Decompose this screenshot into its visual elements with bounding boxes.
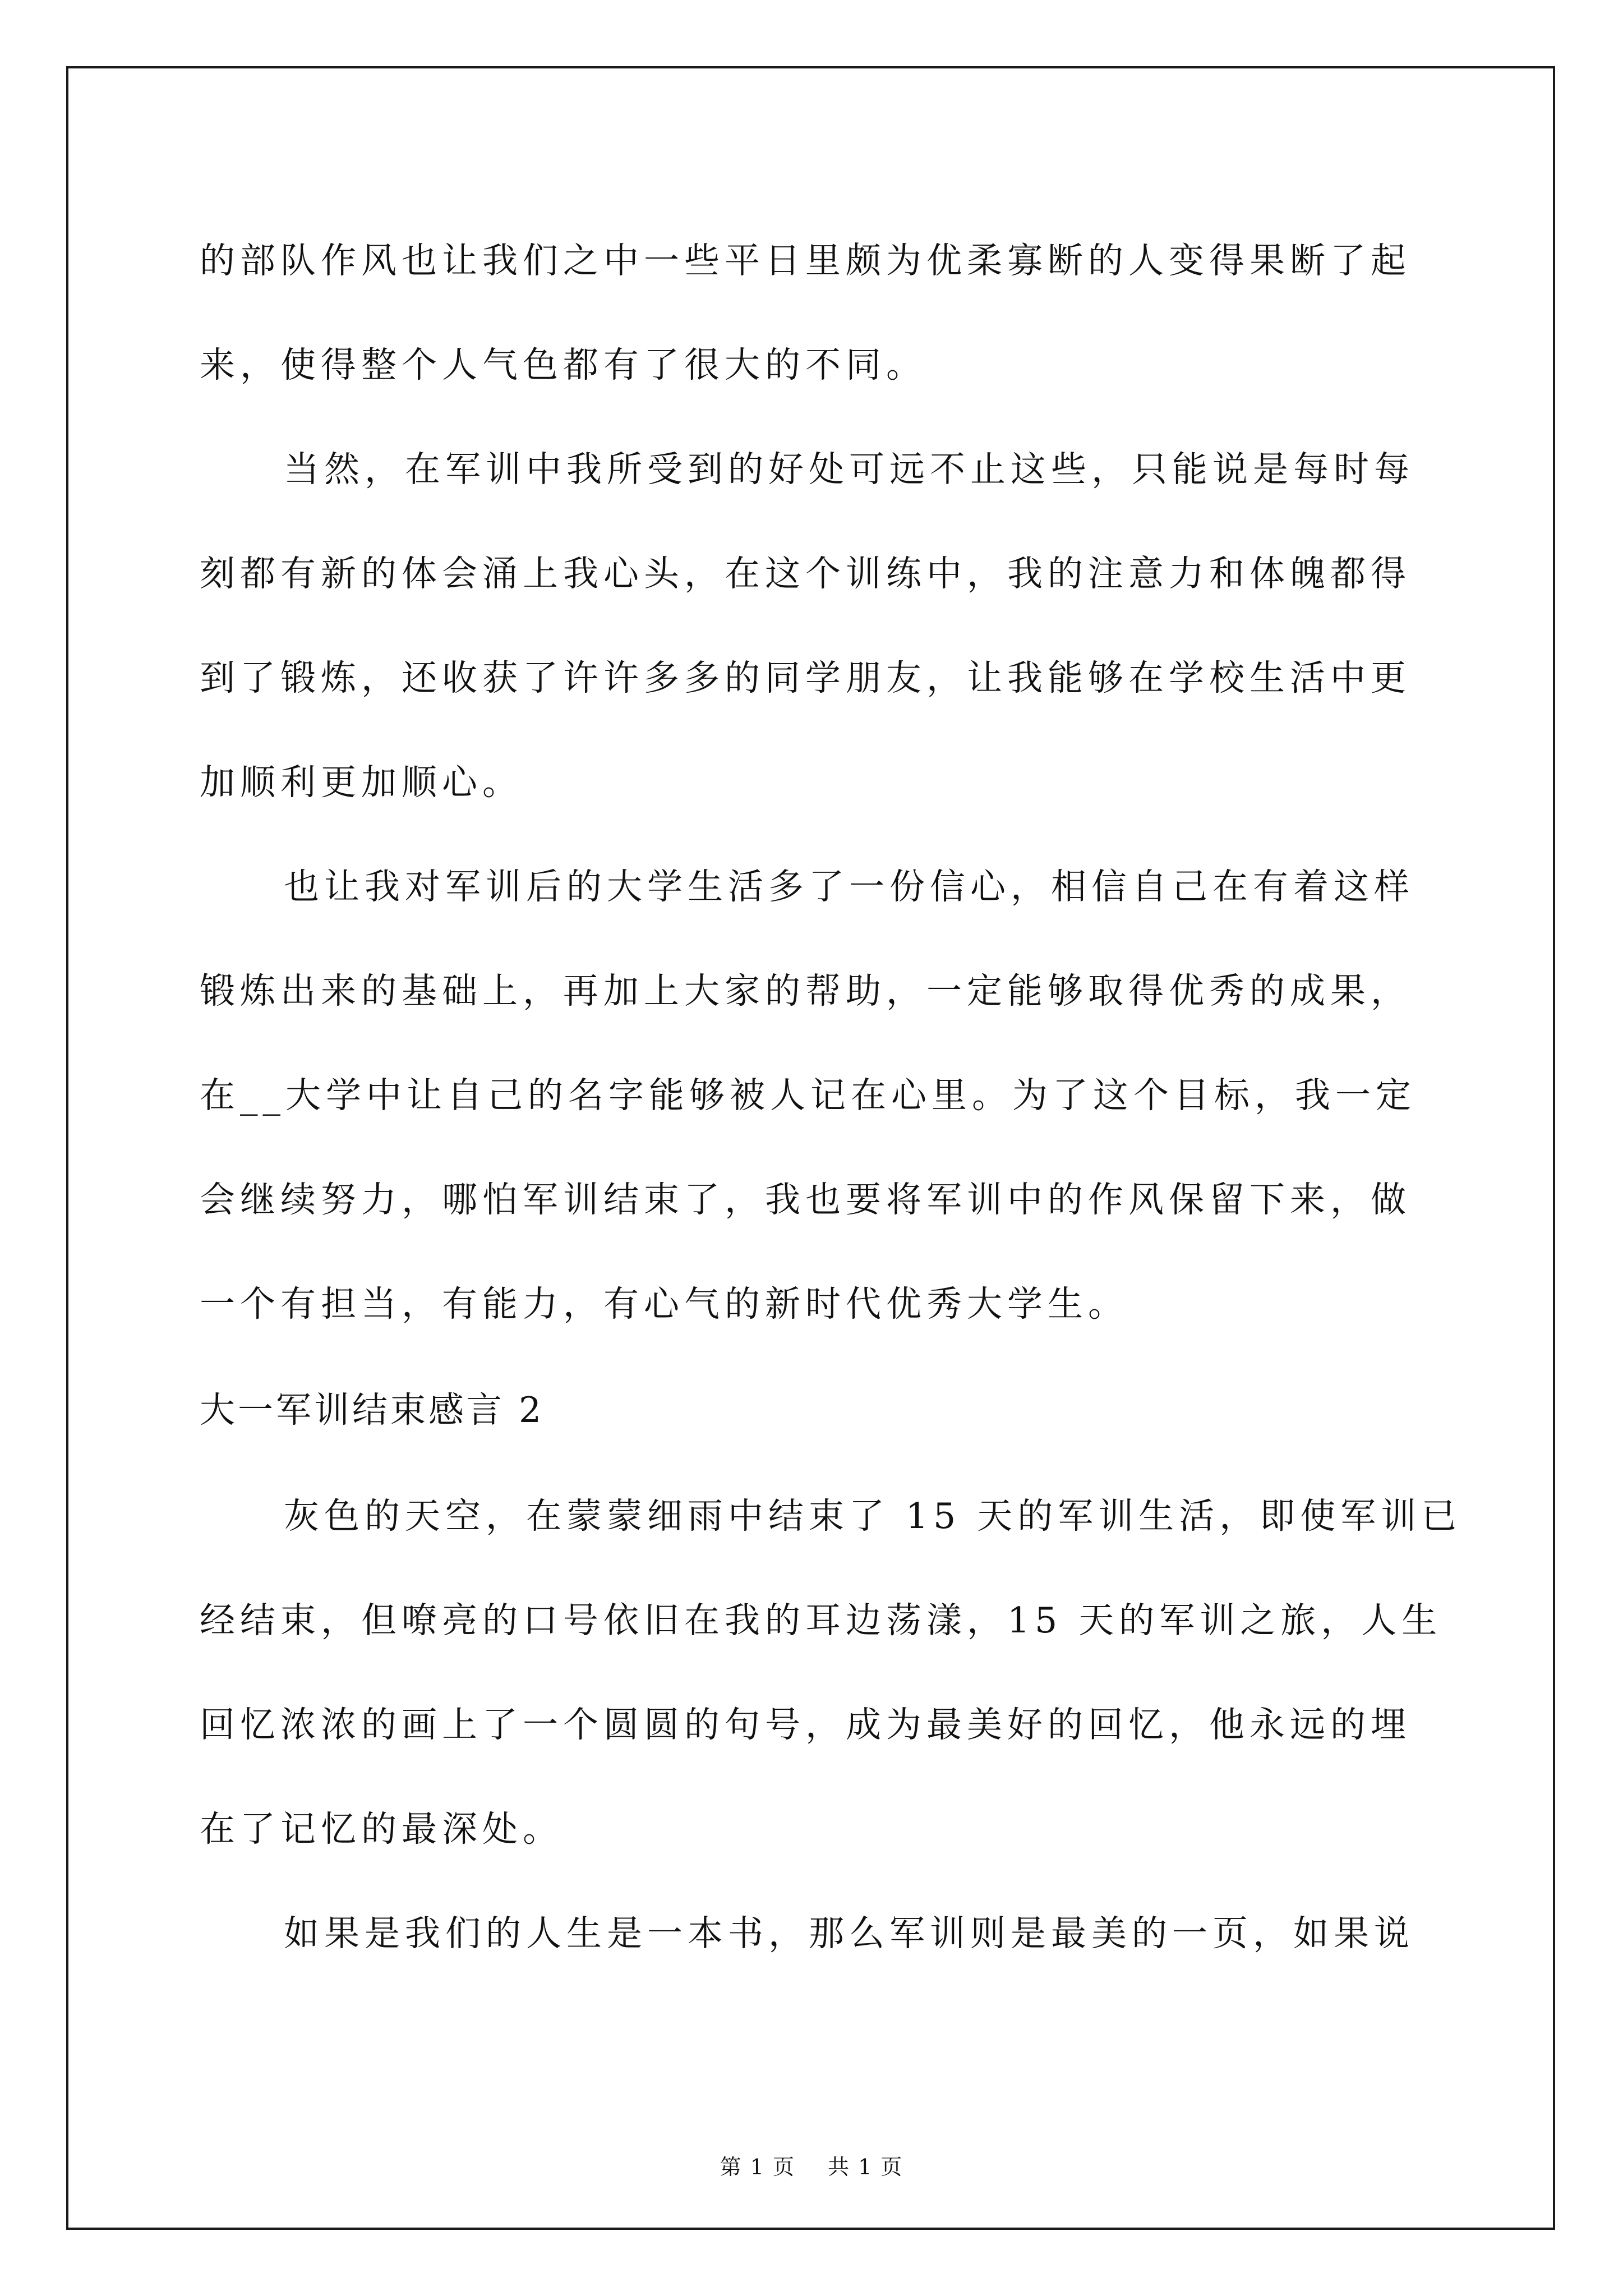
text-line: 到了锻炼，还收获了许许多多的同学朋友，让我能够在学校生活中更 — [200, 657, 1411, 698]
text-line: 会继续努力，哪怕军训结束了，我也要将军训中的作风保留下来，做 — [200, 1179, 1411, 1220]
document-body — [200, 209, 1462, 1986]
text-line: 锻炼出来的基础上，再加上大家的帮助，一定能够取得优秀的成果， — [200, 970, 1411, 1011]
text-line: 来，使得整个人气色都有了很大的不同。 — [200, 344, 926, 385]
paragraph-first-line: 当然，在军训中我所受到的好处可远不止这些，只能说是每时每 — [284, 449, 1414, 490]
text-line: 在__大学中让自己的名字能够被人记在心里。为了这个目标，我一定 — [200, 1075, 1416, 1116]
text-line: 在了记忆的最深处。 — [200, 1809, 563, 1849]
paragraph-first-line: 也让我对军训后的大学生活多了一份信心，相信自己在有着这样 — [284, 866, 1414, 907]
paragraph-first-line: 如果是我们的人生是一本书，那么军训则是最美的一页，如果说 — [284, 1913, 1414, 1954]
paragraph-first-line: 灰色的天空，在蒙蒙细雨中结束了 15 天的军训生活，即使军训已 — [284, 1496, 1462, 1536]
page-number: 第 1 页 — [720, 2155, 795, 2179]
section-heading: 大一军训结束感言 2 — [200, 1389, 545, 1430]
text-line: 回忆浓浓的画上了一个圆圆的句号，成为最美好的回忆，他永远的埋 — [200, 1704, 1411, 1745]
page-footer — [0, 2150, 1623, 2180]
text-line: 一个有担当，有能力，有心气的新时代优秀大学生。 — [200, 1283, 1128, 1324]
text-line: 经结束，但嘹亮的口号依旧在我的耳边荡漾，15 天的军训之旅，人生 — [200, 1600, 1442, 1641]
text-line: 的部队作风也让我们之中一些平日里颇为优柔寡断的人变得果断了起 — [200, 240, 1411, 281]
page-total: 共 1 页 — [828, 2155, 903, 2179]
text-line: 刻都有新的体会涌上我心头，在这个训练中，我的注意力和体魄都得 — [200, 553, 1411, 594]
text-line: 加顺利更加顺心。 — [200, 762, 523, 803]
